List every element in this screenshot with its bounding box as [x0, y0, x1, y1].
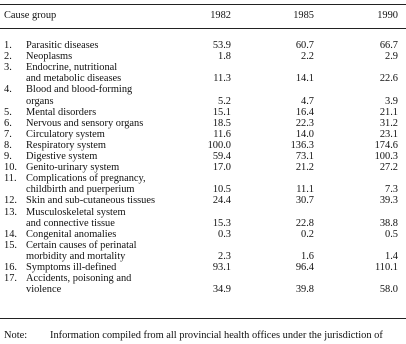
cause-label: Respiratory system: [26, 139, 106, 151]
cause-label: Mental disorders: [26, 106, 97, 118]
cell-value: 1.8: [218, 51, 231, 63]
cause-label: Accidents, poisoning and: [26, 273, 132, 285]
cause-label: Parasitic diseases: [26, 40, 99, 51]
row-number: 5.: [4, 106, 12, 118]
cell-value: 5.2: [218, 95, 231, 107]
cell-value: 39.3: [379, 195, 398, 207]
row-number: 12.: [4, 195, 17, 207]
cell-value: 18.5: [212, 117, 231, 129]
row-number: 10.: [4, 162, 17, 174]
cause-label: Genito-urinary system: [26, 162, 120, 174]
cell-value: 4.7: [301, 95, 314, 107]
row-number: 15.: [4, 239, 17, 251]
row-number: 14.: [4, 228, 17, 240]
cell-value: 34.9: [212, 284, 231, 296]
cell-value: 39.8: [295, 284, 314, 296]
cell-value: 96.4: [295, 262, 314, 273]
cell-value: 11.1: [296, 184, 314, 196]
top-rule: [0, 4, 406, 5]
cell-value: 0.3: [218, 228, 231, 240]
cell-value: 1.4: [385, 250, 398, 262]
cause-label: childbirth and puerperium: [26, 184, 135, 196]
cell-value: 23.1: [379, 128, 398, 140]
cause-label: Blood and blood-forming: [26, 84, 133, 96]
cause-label: Endocrine, nutritional: [26, 62, 118, 74]
note-label: Note:: [4, 330, 28, 341]
cell-value: 66.7: [379, 40, 398, 51]
cell-value: 0.2: [301, 228, 314, 240]
cell-value: 30.7: [295, 195, 314, 207]
cell-value: 0.5: [385, 228, 398, 240]
header-rule: [0, 28, 406, 29]
cause-label: and metabolic diseases: [26, 73, 122, 85]
cell-value: 60.7: [295, 40, 314, 51]
cause-label: and connective tissue: [26, 217, 115, 229]
cell-value: 100.3: [374, 151, 398, 162]
cell-value: 14.0: [295, 128, 314, 140]
row-number: 17.: [4, 273, 17, 285]
row-number: 1.: [4, 40, 12, 51]
cause-label: Musculoskeletal system: [26, 206, 126, 218]
column-header-year: 1982: [210, 10, 231, 21]
cell-value: 27.2: [379, 162, 398, 174]
cell-value: 2.9: [385, 51, 398, 63]
cell-value: 100.0: [207, 139, 231, 151]
row-number: 4.: [4, 84, 12, 96]
cell-value: 22.6: [379, 73, 398, 85]
row-number: 13.: [4, 206, 17, 218]
cell-value: 3.9: [385, 95, 398, 107]
row-number: 7.: [4, 128, 12, 140]
column-header-cause-group: Cause group: [4, 10, 57, 21]
cell-value: 31.2: [379, 117, 398, 129]
cell-value: 10.5: [212, 184, 231, 196]
cell-value: 24.4: [212, 195, 231, 207]
cause-label: Nervous and sensory organs: [26, 117, 144, 129]
cell-value: 2.3: [218, 250, 231, 262]
cell-value: 14.1: [295, 73, 314, 85]
column-header-year: 1985: [293, 10, 314, 21]
bottom-rule: [0, 318, 406, 319]
cell-value: 2.2: [301, 51, 314, 63]
cell-value: 136.3: [290, 139, 314, 151]
row-number: 2.: [4, 51, 12, 63]
cause-label: Skin and sub-cutaneous tissues: [26, 195, 156, 207]
cell-value: 58.0: [379, 284, 398, 296]
cell-value: 15.3: [212, 217, 231, 229]
cell-value: 22.8: [295, 217, 314, 229]
row-number: 11.: [4, 173, 17, 185]
cell-value: 93.1: [212, 262, 231, 273]
row-number: 3.: [4, 62, 12, 74]
cause-label: Digestive system: [26, 151, 98, 162]
cell-value: 11.6: [213, 128, 231, 140]
cell-value: 7.3: [385, 184, 398, 196]
cell-value: 22.3: [295, 117, 314, 129]
cause-label: Congenital anomalies: [26, 228, 117, 240]
cell-value: 15.1: [212, 106, 231, 118]
cell-value: 21.2: [295, 162, 314, 174]
cell-value: 16.4: [295, 106, 314, 118]
column-header-year: 1990: [377, 10, 398, 21]
cell-value: 38.8: [379, 217, 398, 229]
row-number: 6.: [4, 117, 12, 129]
row-number: 8.: [4, 139, 12, 151]
cause-label: Neoplasms: [26, 51, 73, 63]
cause-label: morbidity and mortality: [26, 250, 126, 262]
cell-value: 11.3: [213, 73, 231, 85]
cell-value: 21.1: [379, 106, 398, 118]
cause-label: Complications of pregnancy,: [26, 173, 146, 185]
cell-value: 1.6: [301, 250, 314, 262]
row-number: 16.: [4, 262, 17, 273]
cause-label: Symptoms ill-defined: [26, 262, 117, 273]
cause-label: organs: [26, 95, 54, 107]
cell-value: 73.1: [295, 151, 314, 162]
row-number: 9.: [4, 151, 12, 162]
cell-value: 110.1: [375, 262, 398, 273]
cell-value: 174.6: [374, 139, 398, 151]
cause-label: Certain causes of perinatal: [26, 239, 137, 251]
cause-label: violence: [26, 284, 62, 296]
cell-value: 59.4: [212, 151, 231, 162]
cause-label: Circulatory system: [26, 128, 105, 140]
cell-value: 53.9: [212, 40, 231, 51]
note-text: Information compiled from all provincial health offices under the jurisdiction of: [50, 330, 383, 341]
cell-value: 17.0: [212, 162, 231, 174]
